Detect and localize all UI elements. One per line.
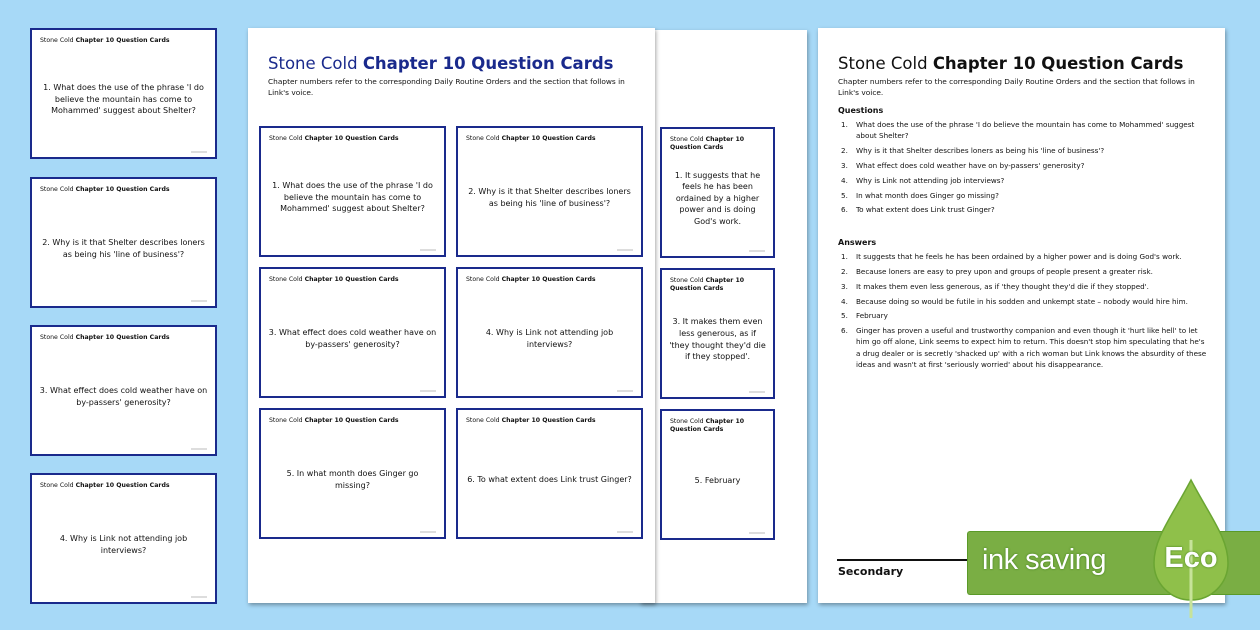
card-title: Stone Cold Chapter 10 Question Cards: [269, 417, 399, 424]
sheet-title: Stone Cold Chapter 10 Question Cards: [268, 54, 614, 73]
card-text: [39, 52, 208, 147]
question-card: [30, 473, 217, 604]
card-footer-mark: [749, 532, 765, 534]
card-footer-mark: [191, 448, 207, 450]
item-text: Why is Link not attending job interviews?: [856, 175, 1005, 185]
card-number: 1.: [43, 83, 51, 93]
card-title: Stone Cold Chapter 10 Question Cards: [269, 135, 399, 142]
list-item: [838, 325, 1208, 370]
card-footer-mark: [617, 390, 633, 392]
question-card: [259, 408, 446, 539]
question-card: [456, 126, 643, 257]
card-number: 3.: [39, 385, 48, 395]
item-number: 4.: [841, 175, 848, 185]
card-content: Why is it that Shelter describes loners as being his 'line of business'?: [478, 186, 631, 208]
answer-card: [660, 268, 775, 399]
card-content: It suggests that he feels he has been ordained by a higher power and is doing God's work.: [675, 170, 761, 226]
item-number: 3.: [841, 160, 848, 170]
item-text: Ginger has proven a useful and trustworthy companion and even though it 'hurt like hell' to let him go off alone, Link seems to expect him to return. This doesn't stop him speculating that he's a drug dealer or is secretly 'shacked up' with a rich woman but Link knows the absurdity of these ideas and wasn't at first 'seriously worried' about his disappearance.: [856, 326, 1207, 369]
question-cards-sheet: [248, 28, 655, 603]
item-text: Because loners are easy to prey upon and groups of people present a greater risk.: [856, 266, 1153, 276]
item-number: 5.: [841, 190, 848, 200]
list-item: [838, 160, 1208, 171]
item-number: 6.: [841, 205, 848, 215]
question-card: [456, 408, 643, 539]
answers-heading: Answers: [838, 238, 877, 247]
eco-label: Eco: [1164, 542, 1218, 574]
card-title: Stone Cold Chapter 10 Question Cards: [670, 277, 745, 293]
card-title: Stone Cold Chapter 10 Question Cards: [40, 334, 170, 341]
item-number: 3.: [841, 281, 848, 291]
item-number: 5.: [841, 311, 848, 321]
item-number: 1.: [841, 120, 848, 129]
question-card: [259, 267, 446, 398]
card-text: [39, 349, 208, 444]
card-text: [669, 292, 766, 387]
question-card: [30, 177, 217, 308]
card-text: [268, 432, 437, 527]
level-label: Secondary: [838, 565, 904, 578]
card-title: Stone Cold Chapter 10 Question Cards: [40, 482, 170, 489]
list-item: [838, 251, 1208, 262]
item-text: It makes them even less generous, as if 'they thought they'd die if they stopped'.: [856, 281, 1149, 291]
card-number: 1.: [674, 170, 683, 180]
card-text: [669, 151, 766, 246]
card-text: [465, 150, 634, 245]
card-content: Why is Link not attending job interviews?: [496, 327, 614, 349]
list-item: [838, 119, 1208, 141]
item-text: What does the use of the phrase 'I do believe the mountain has come to Mohammed' suggest about Shelter?: [856, 120, 1195, 141]
card-footer-mark: [749, 391, 765, 393]
item-text: To what extent does Link trust Ginger?: [856, 205, 995, 215]
card-title: Stone Cold Chapter 10 Question Cards: [40, 37, 170, 44]
item-text: Why is it that Shelter describes loners as being his 'line of business'?: [856, 146, 1105, 155]
card-title: Stone Cold Chapter 10 Question Cards: [670, 418, 745, 434]
card-footer-mark: [749, 250, 765, 252]
item-number: 6.: [841, 326, 848, 336]
item-text: February: [856, 311, 888, 321]
card-number: 5.: [286, 468, 295, 478]
answers-list: [838, 251, 1208, 374]
card-footer-mark: [420, 390, 436, 392]
item-number: 2.: [841, 266, 848, 276]
card-footer-mark: [191, 151, 207, 153]
card-number: 4.: [485, 327, 494, 337]
item-text: What effect does cold weather have on by-passers' generosity?: [856, 160, 1085, 170]
card-footer-mark: [420, 531, 436, 533]
card-content: In what month does Ginger go missing?: [296, 468, 419, 490]
item-text: It suggests that he feels he has been ordained by a higher power and is doing God's work.: [856, 252, 1182, 261]
card-title: Stone Cold Chapter 10 Question Cards: [466, 135, 596, 142]
item-number: 4.: [841, 296, 848, 306]
list-item: [838, 204, 1208, 215]
card-number: 3.: [268, 327, 277, 337]
card-text: [39, 497, 208, 592]
questions-list: [838, 119, 1208, 219]
card-text: [465, 291, 634, 386]
card-number: 2.: [468, 186, 476, 196]
list-item: [838, 175, 1208, 186]
eco-leaf-icon: [1136, 478, 1246, 618]
card-footer-mark: [617, 249, 633, 251]
card-title: Stone Cold Chapter 10 Question Cards: [40, 186, 170, 193]
card-footer-mark: [420, 249, 436, 251]
question-card: [30, 325, 217, 456]
item-text: Because doing so would be futile in his sodden and unkempt state – nobody would hire him.: [856, 296, 1188, 306]
question-card: [30, 28, 217, 159]
question-card: [259, 126, 446, 257]
list-item: [838, 281, 1208, 292]
card-text: [39, 201, 208, 296]
list-item: [838, 296, 1208, 307]
list-item: [838, 266, 1208, 277]
card-content: Why is Link not attending job interviews?: [70, 533, 188, 555]
card-footer-mark: [191, 300, 207, 302]
question-card: [456, 267, 643, 398]
questions-heading: Questions: [838, 106, 884, 115]
card-text: [465, 432, 634, 527]
footer-divider: [837, 559, 987, 561]
card-number: 5.: [694, 475, 703, 485]
list-item: [838, 145, 1208, 156]
card-content: It makes them even less generous, as if 'they thought they'd die if they stopped'.: [669, 317, 766, 362]
list-item: [838, 310, 1208, 321]
answer-sheet-title: Stone Cold Chapter 10 Question Cards: [838, 54, 1184, 73]
card-content: February: [704, 475, 741, 485]
card-footer-mark: [617, 531, 633, 533]
card-content: To what extent does Link trust Ginger?: [477, 474, 632, 484]
item-text: In what month does Ginger go missing?: [856, 190, 999, 200]
sheet-intro: Chapter numbers refer to the corresponding Daily Routine Orders and the section that follows in Link's voice.: [268, 77, 625, 98]
card-content: What does the use of the phrase 'I do believe the mountain has come to Mohammed' suggest about Shelter?: [280, 181, 433, 214]
card-content: What effect does cold weather have on by-passers' generosity?: [278, 327, 437, 349]
card-text: [268, 291, 437, 386]
card-number: 4.: [59, 533, 68, 543]
card-number: 1.: [272, 181, 280, 191]
card-text: [268, 150, 437, 245]
answer-cards-sheet: [640, 30, 807, 603]
ink-saving-label: ink saving: [982, 544, 1106, 576]
card-text: [669, 433, 766, 528]
card-title: Stone Cold Chapter 10 Question Cards: [269, 276, 399, 283]
card-title: Stone Cold Chapter 10 Question Cards: [466, 276, 596, 283]
item-number: 1.: [841, 252, 848, 261]
card-content: What does the use of the phrase 'I do believe the mountain has come to Mohammed' suggest about Shelter?: [51, 83, 204, 116]
card-number: 3.: [672, 317, 681, 327]
answer-sheet-intro: Chapter numbers refer to the corresponding Daily Routine Orders and the section that follows in Link's voice.: [838, 77, 1195, 98]
list-item: [838, 190, 1208, 201]
answer-card: [660, 127, 775, 258]
item-number: 2.: [841, 146, 848, 155]
card-number: 2.: [42, 237, 50, 247]
card-number: 6.: [467, 474, 475, 484]
card-title: Stone Cold Chapter 10 Question Cards: [466, 417, 596, 424]
card-content: What effect does cold weather have on by-passers' generosity?: [49, 385, 208, 407]
card-content: Why is it that Shelter describes loners as being his 'line of business'?: [52, 237, 205, 259]
answer-card: [660, 409, 775, 540]
card-title: Stone Cold Chapter 10 Question Cards: [670, 136, 745, 152]
card-footer-mark: [191, 596, 207, 598]
